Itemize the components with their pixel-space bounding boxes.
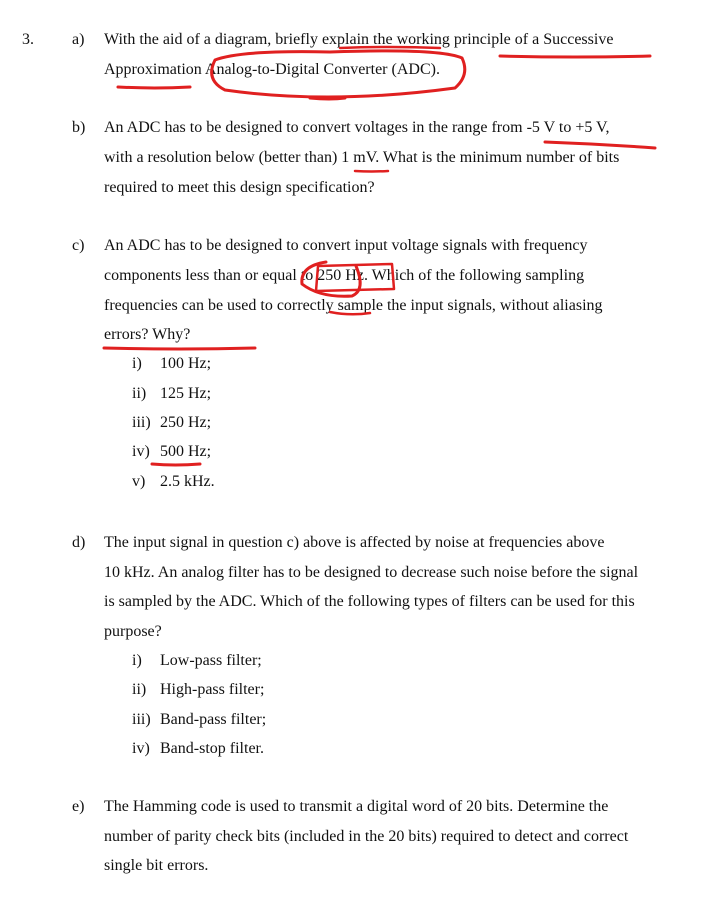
part-d-line-1: The input signal in question c) above is affected by noise at frequencies above <box>104 534 605 551</box>
part-d-option-iv: Band-stop filter. <box>160 740 264 757</box>
part-a-label: a) <box>72 31 85 48</box>
part-b-label: b) <box>72 119 86 136</box>
part-d-option-ii-label: ii) <box>132 681 147 698</box>
part-c-label: c) <box>72 237 85 254</box>
underline-1mv <box>355 171 388 172</box>
underline-errors <box>104 348 255 349</box>
part-c-line-2: components less than or equal to 250 Hz. Which of the following sampling <box>104 267 585 284</box>
part-e-label: e) <box>72 798 85 815</box>
underline-500hz <box>152 464 200 465</box>
part-d-line-3: is sampled by the ADC. Which of the following types of filters can be used for this <box>104 593 635 610</box>
part-b-line-1: An ADC has to be designed to convert voltages in the range from -5 V to +5 V, <box>104 119 610 136</box>
part-c-line-3: frequencies can be used to correctly sample the input signals, without aliasing <box>104 297 603 314</box>
part-c-option-iii-label: iii) <box>132 414 151 431</box>
part-d-option-ii: High-pass filter; <box>160 681 265 698</box>
part-c-option-ii: 125 Hz; <box>160 385 212 402</box>
part-d-option-iv-label: iv) <box>132 740 150 757</box>
part-c-option-iv-label: iv) <box>132 443 150 460</box>
part-d-option-i: Low-pass filter; <box>160 652 262 669</box>
part-b-line-3: required to meet this design specification? <box>104 179 375 196</box>
part-a-line-1: With the aid of a diagram, briefly explain the working principle of a Successive <box>104 31 614 48</box>
part-d-option-i-label: i) <box>132 652 142 669</box>
part-d-line-2: 10 kHz. An analog filter has to be designed to decrease such noise before the signal <box>104 564 639 581</box>
part-c-option-iv: 500 Hz; <box>160 443 212 460</box>
part-c-option-ii-label: ii) <box>132 385 147 402</box>
part-d-line-4: purpose? <box>104 623 162 640</box>
part-e-line-2: number of parity check bits (included in the 20 bits) required to detect and correct <box>104 828 629 845</box>
part-d-option-iii: Band-pass filter; <box>160 711 267 728</box>
part-c-option-i-label: i) <box>132 355 142 372</box>
part-e-line-3: single bit errors. <box>104 857 209 874</box>
underline-successive <box>500 56 650 57</box>
question-number: 3. <box>22 31 34 48</box>
part-d-option-iii-label: iii) <box>132 711 151 728</box>
part-c-option-i: 100 Hz; <box>160 355 212 372</box>
part-b-line-2: with a resolution below (better than) 1 mV. What is the minimum number of bits <box>104 149 620 166</box>
part-d-label: d) <box>72 534 86 551</box>
part-c-option-v: 2.5 kHz. <box>160 473 215 490</box>
underline-adc <box>310 98 345 99</box>
part-c-line-4: errors? Why? <box>104 326 191 343</box>
part-c-option-v-label: v) <box>132 473 146 490</box>
part-e-line-1: The Hamming code is used to transmit a digital word of 20 bits. Determine the <box>104 798 609 815</box>
underline-approximation <box>118 87 190 88</box>
part-c-line-1: An ADC has to be designed to convert input voltage signals with frequency <box>104 237 588 254</box>
part-c-option-iii: 250 Hz; <box>160 414 212 431</box>
part-a-line-2: Approximation Analog-to-Digital Converter (ADC). <box>104 61 440 78</box>
